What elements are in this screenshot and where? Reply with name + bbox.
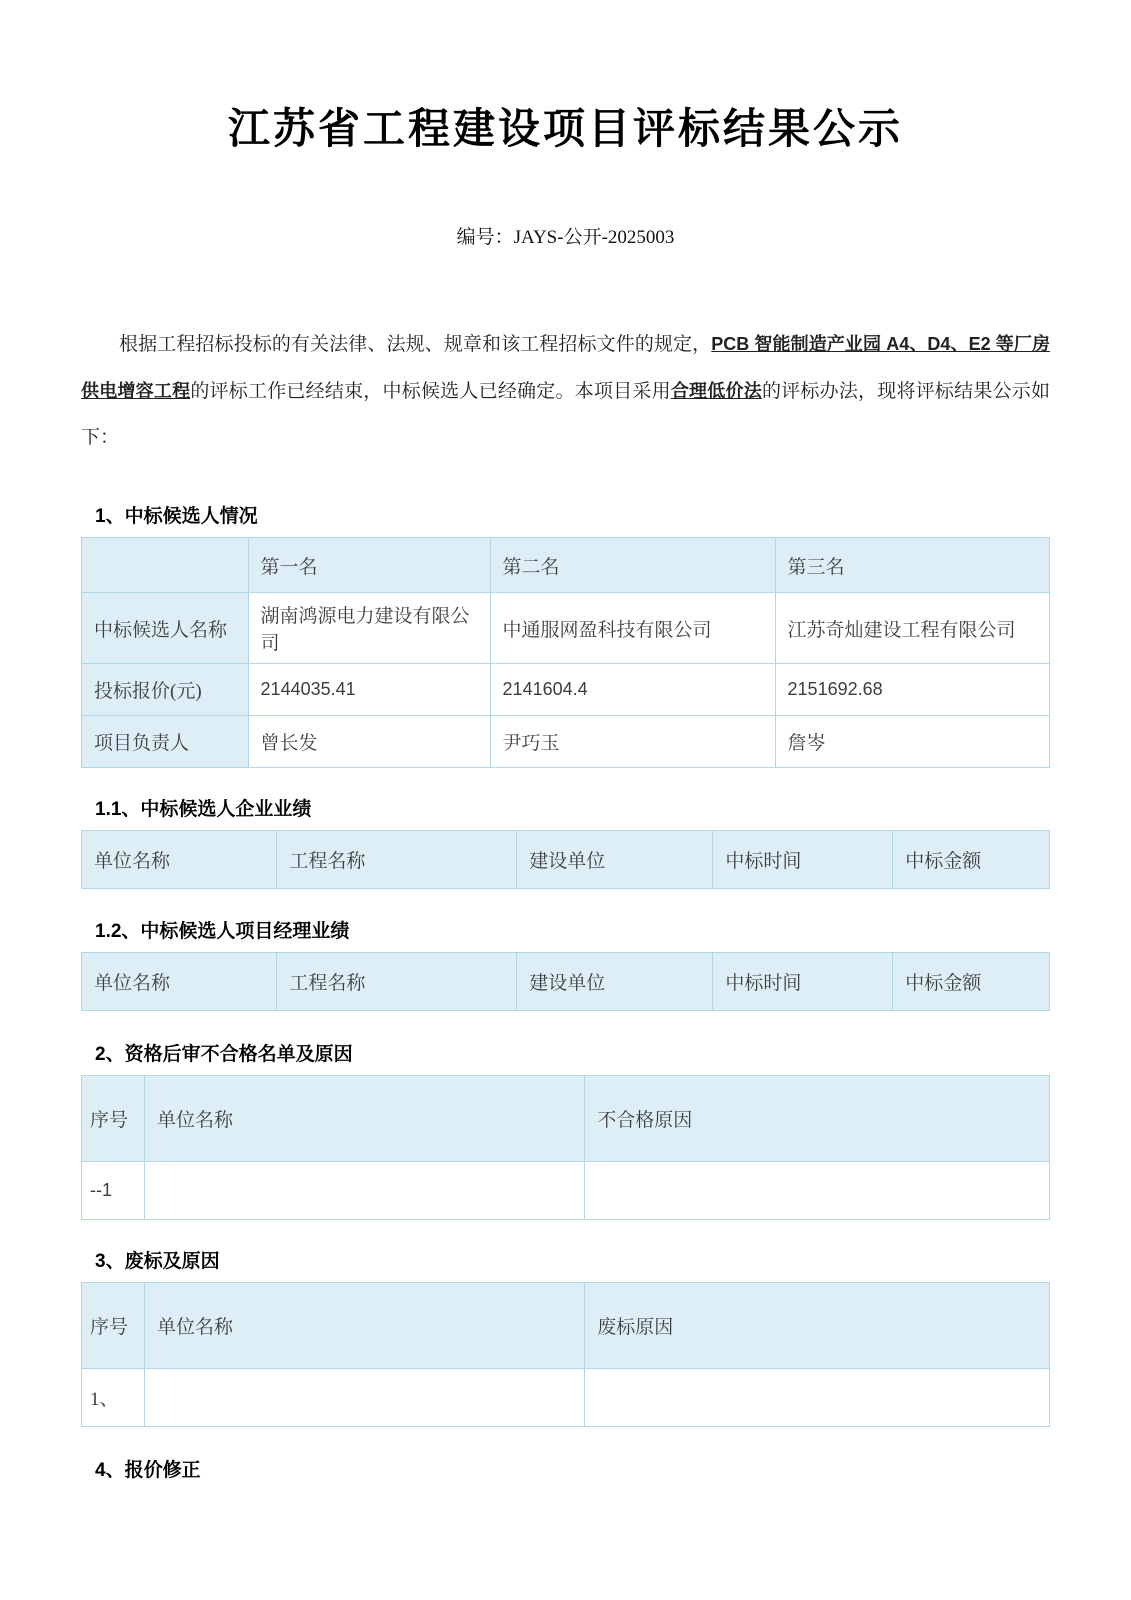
bid-price-second: 2141604.4 — [490, 664, 775, 716]
document-content — [0, 222, 1131, 1482]
row-label: 投标报价(元) — [82, 664, 249, 716]
project-manager-second: 尹巧玉 — [490, 716, 775, 768]
intro-text-3: 的评标办法，现将评标结果公示如下： — [81, 381, 1051, 448]
header-cell-project: 工程名称 — [277, 831, 517, 889]
header-cell-seq: 序号 — [82, 1283, 145, 1369]
row-label: 中标候选人名称 — [82, 593, 249, 664]
candidate-name-second: 中通服网盈科技有限公司 — [490, 593, 775, 664]
reason-cell — [585, 1162, 1050, 1220]
rejected-bids-table — [81, 1282, 1050, 1427]
page-title: 江苏省工程建设项目评标结果公示 — [227, 107, 903, 153]
project-manager-first: 曾长发 — [248, 716, 490, 768]
row-label: 项目负责人 — [82, 716, 249, 768]
header-cell-win-time: 中标时间 — [713, 953, 893, 1011]
company-cell — [145, 1369, 585, 1427]
table-row-bid-price — [82, 664, 1050, 716]
candidates-header-row — [82, 538, 1050, 593]
section-1-2-heading: 1.2、中标候选人项目经理业绩 — [95, 921, 350, 942]
header-cell-second: 第二名 — [490, 538, 775, 593]
company-cell — [145, 1162, 585, 1220]
manager-performance-table — [81, 952, 1050, 1011]
header-cell-third: 第三名 — [775, 538, 1049, 593]
doc-number: 编号：JAYS-公开-2025003 — [456, 227, 675, 248]
section-2-heading: 2、资格后审不合格名单及原因 — [95, 1044, 353, 1065]
header-cell-company: 单位名称 — [82, 953, 277, 1011]
header-cell-owner: 建设单位 — [517, 831, 713, 889]
header-cell-reason: 不合格原因 — [585, 1076, 1050, 1162]
performance-header-row — [82, 953, 1050, 1011]
company-performance-table — [81, 830, 1050, 889]
header-cell-seq: 序号 — [82, 1076, 145, 1162]
header-cell-win-amount: 中标金额 — [893, 953, 1050, 1011]
candidate-name-first: 湖南鸿源电力建设有限公司 — [248, 593, 490, 664]
table-row-project-manager — [82, 716, 1050, 768]
rejected-header-row — [82, 1283, 1050, 1369]
header-cell-win-time: 中标时间 — [713, 831, 893, 889]
seq-cell: 1、 — [82, 1369, 145, 1427]
section-4-heading: 4、报价修正 — [95, 1460, 201, 1481]
performance-header-row — [82, 831, 1050, 889]
candidates-table — [81, 537, 1050, 768]
evaluation-method-emphasis: 合理低价法 — [670, 381, 762, 401]
header-cell-first: 第一名 — [248, 538, 490, 593]
header-cell-win-amount: 中标金额 — [893, 831, 1050, 889]
header-cell-reason: 废标原因 — [585, 1283, 1050, 1369]
header-cell-empty — [82, 538, 249, 593]
header-cell-company: 单位名称 — [145, 1076, 585, 1162]
intro-paragraph — [81, 321, 1050, 461]
bid-price-first: 2144035.41 — [248, 664, 490, 716]
project-name-emphasis: PCB 智能制造产业园 A4、D4、E2 等厂房供电增容工程 — [81, 334, 1050, 401]
header-cell-project: 工程名称 — [277, 953, 517, 1011]
unqualified-header-row — [82, 1076, 1050, 1162]
project-manager-third: 詹岑 — [775, 716, 1049, 768]
header-cell-company: 单位名称 — [145, 1283, 585, 1369]
section-1-heading: 1、中标候选人情况 — [95, 506, 258, 527]
unqualified-table — [81, 1075, 1050, 1220]
section-1-1-heading: 1.1、中标候选人企业业绩 — [95, 799, 312, 820]
reason-cell — [585, 1369, 1050, 1427]
candidate-name-third: 江苏奇灿建设工程有限公司 — [775, 593, 1049, 664]
bid-price-third: 2151692.68 — [775, 664, 1049, 716]
table-row-candidate-name — [82, 593, 1050, 664]
seq-cell: --1 — [82, 1162, 145, 1220]
table-row — [82, 1369, 1050, 1427]
section-3-heading: 3、废标及原因 — [95, 1251, 220, 1272]
intro-text-2: 的评标工作已经结束，中标候选人已经确定。本项目采用 — [190, 381, 671, 402]
header-cell-company: 单位名称 — [82, 831, 277, 889]
header-cell-owner: 建设单位 — [517, 953, 713, 1011]
intro-text-1: 根据工程招标投标的有关法律、法规、规章和该工程招标文件的规定， — [119, 334, 712, 355]
table-row — [82, 1162, 1050, 1220]
